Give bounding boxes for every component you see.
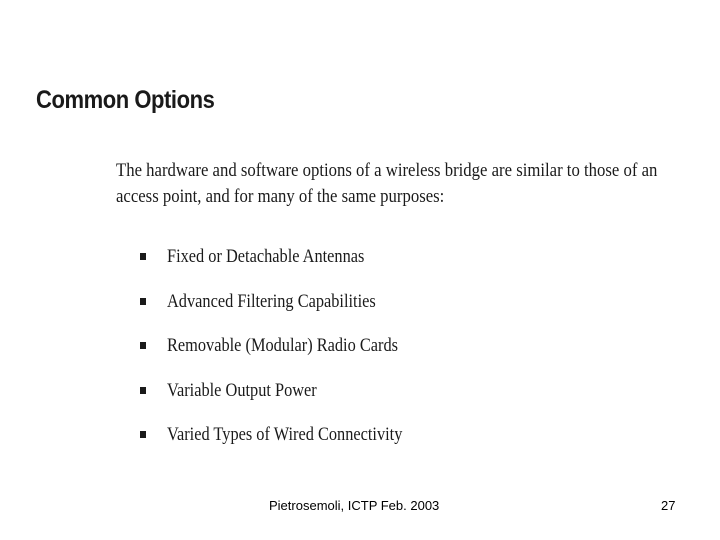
list-item-label: Removable (Modular) Radio Cards [167, 335, 398, 356]
list-item-label: Varied Types of Wired Connectivity [167, 424, 403, 445]
list-item-label: Fixed or Detachable Antennas [167, 246, 365, 267]
footer-credit: Pietrosemoli, ICTP Feb. 2003 [269, 498, 440, 513]
list-item [140, 244, 441, 289]
list-item-label: Variable Output Power [167, 379, 317, 401]
list-item [140, 289, 441, 334]
list-item [140, 378, 441, 423]
square-bullet-icon [140, 431, 146, 438]
page-number: 27 [661, 498, 676, 513]
list-item [140, 333, 441, 378]
square-bullet-icon [140, 387, 146, 394]
list-item-label: Advanced Filtering Capabilities [167, 290, 376, 312]
square-bullet-icon [140, 298, 146, 305]
list-item [140, 422, 441, 467]
square-bullet-icon [140, 253, 146, 260]
slide-title: Common Options [36, 86, 215, 114]
square-bullet-icon [140, 342, 146, 349]
options-list [140, 244, 441, 467]
intro-paragraph: The hardware and software options of a wireless bridge are similar to those of an access point, and for many of the same purposes: [116, 160, 658, 207]
